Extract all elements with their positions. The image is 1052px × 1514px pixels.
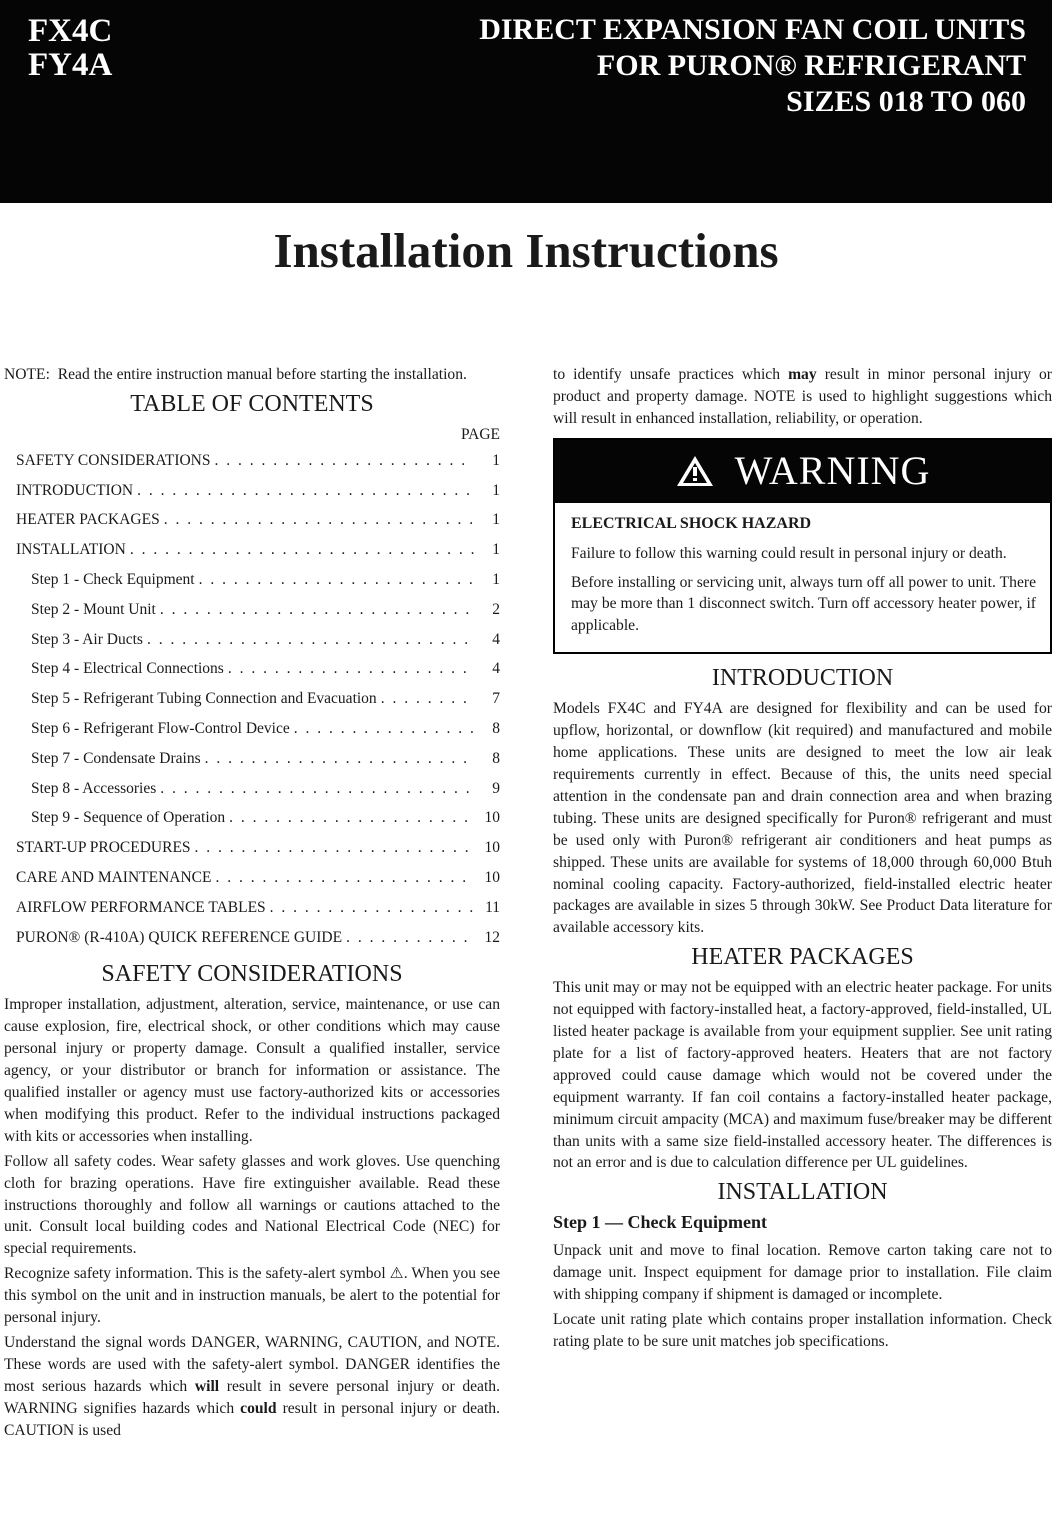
safety-paragraph: Improper installation, adjustment, alteration, service, maintenance, or use can cause explosion, fire, electrical shock, or other conditions which may cause personal injury or property damage. Consult a qualified installer, service agency, or your distributor or branch for information or assistance. The qualified installer or agency must use factory-authorized kits or accessories when modifying this product. Refer to the individual instructions packaged with kits or accessories when installing. <box>4 996 500 1145</box>
toc-page-label: PAGE <box>460 425 500 443</box>
toc-leader <box>137 480 474 502</box>
introduction-paragraph: Models FX4C and FY4A are designed for flexibility and can be used for upflow, horizontal, or downflow (kit required) and manufactured and mobile home applications. These units are designed to meet the low air leak requirements currently in effect. Because of this, the units need special attention in the condensate pan and drain connection area and when brazing tubing. These units are designed specifically for Puron® refrigerant and must be used only with Puron® refrigerant air conditioners and heat pumps as shipped. These units are available for systems of 18,000 through 60,000 Btuh nominal cooling capacity. Factory-authorized, field-installed electric heater packages are available in sizes 5 through 30kW. See Product Data literature for available accessory kits. <box>553 700 1052 937</box>
product-title-line: FOR PURON® REFRIGERANT <box>596 49 1026 82</box>
heater-packages-heading: HEATER PACKAGES <box>691 944 914 971</box>
toc-entry-page: 10 <box>484 839 500 857</box>
toc-entry[interactable] <box>4 658 500 688</box>
installation-heading: INSTALLATION <box>717 1179 888 1206</box>
toc-entry-label: Step 9 - Sequence of Operation <box>31 809 226 827</box>
toc-entry-page: 8 <box>492 749 500 767</box>
toc-leader <box>214 450 474 472</box>
emphasis-may: may <box>788 366 817 383</box>
toc-leader <box>381 688 474 710</box>
toc-entry-page: 9 <box>492 779 500 797</box>
toc-entry-label: Step 5 - Refrigerant Tubing Connection and Evacuation <box>31 690 377 708</box>
model-numbers <box>28 14 112 82</box>
introduction-heading: INTRODUCTION <box>711 665 894 692</box>
toc-entry-label: Step 3 - Air Ducts <box>31 630 143 648</box>
toc-leader <box>346 927 474 949</box>
toc-entry-page: 11 <box>485 898 500 916</box>
toc-leader <box>294 718 474 740</box>
signal-words-paragraph <box>4 1332 500 1442</box>
toc-leader <box>195 837 474 859</box>
warning-body <box>555 503 1050 653</box>
toc-entry-label: AIRFLOW PERFORMANCE TABLES <box>16 898 266 916</box>
toc-entry-label: Step 8 - Accessories <box>31 779 157 797</box>
toc-leader <box>229 807 474 829</box>
toc-entry-label: SAFETY CONSIDERATIONS <box>16 451 211 469</box>
toc-entry-page: 2 <box>492 600 500 618</box>
left-column <box>4 364 500 1444</box>
product-title <box>479 12 1026 120</box>
toc-entry-page: 1 <box>492 451 500 469</box>
toc-entry[interactable] <box>4 480 500 510</box>
step1-heading: Step 1 — Check Equipment <box>553 1212 768 1233</box>
toc-entry-page: 4 <box>492 630 500 648</box>
toc-entry-page: 10 <box>484 868 500 886</box>
safety-paragraph: Recognize safety information. This is the safety-alert symbol ⚠. When you see this symbol on the unit and in instruction manuals, be alert to the potential for personal injury. <box>4 1265 500 1327</box>
toc-entry[interactable] <box>4 748 500 778</box>
text-run: Understand the signal words DANGER, WARNING, CAUTION, and NOTE. These words are used with the safety-alert symbol. DANGER identifies the most serious hazards which <box>4 1333 500 1395</box>
toc-leader <box>147 629 474 651</box>
toc-entry[interactable] <box>4 450 500 480</box>
continued-paragraph <box>553 364 1052 430</box>
toc-entry-label: PURON® (R-410A) QUICK REFERENCE GUIDE <box>16 928 343 946</box>
toc-entry[interactable] <box>4 837 500 867</box>
safety-alert-icon <box>675 454 715 488</box>
toc-leader <box>215 867 474 889</box>
toc-entry-page: 7 <box>492 690 500 708</box>
product-title-line: SIZES 018 TO 060 <box>786 85 1026 118</box>
toc-leader <box>270 897 474 919</box>
toc-entry[interactable] <box>4 599 500 629</box>
toc-entry-label: HEATER PACKAGES <box>16 511 160 529</box>
note-text: Read the entire instruction manual before starting the installation. <box>57 366 467 383</box>
toc-leader <box>130 539 474 561</box>
toc-entry-label: Step 7 - Condensate Drains <box>31 749 201 767</box>
toc-heading: TABLE OF CONTENTS <box>130 390 374 417</box>
toc-entry-label: Step 2 - Mount Unit <box>31 600 156 618</box>
text-run: to identify unsafe practices which <box>553 366 781 383</box>
toc-entry[interactable] <box>4 718 500 748</box>
product-title-line: DIRECT EXPANSION FAN COIL UNITS <box>479 13 1026 46</box>
toc-leader <box>160 778 474 800</box>
text-run: result in minor personal injury or product and property damage. NOTE is used to highlight suggestions which will result in enhanced installation, reliability, or operation. <box>553 366 1052 427</box>
right-column <box>553 364 1052 1356</box>
model-fy4a: FY4A <box>28 47 113 83</box>
step1-paragraph: Unpack unit and move to final location. Remove carton taking care not to damage unit. Inspect equipment for damage prior to installation. File claim with shipping company if shipment is damaged or incomplete. <box>553 1242 1052 1304</box>
toc-entry-label: INTRODUCTION <box>16 481 134 499</box>
toc-leader <box>164 509 474 531</box>
warning-header <box>555 440 1050 503</box>
toc-leader <box>228 658 474 680</box>
toc-entry-page: 1 <box>492 571 500 588</box>
toc-entry-page: 1 <box>492 541 500 559</box>
emphasis-could: could <box>240 1399 277 1417</box>
toc-entry[interactable] <box>4 778 500 808</box>
text-run: result in personal injury or death. CAUTION is used <box>4 1399 500 1439</box>
toc-entry-page: 10 <box>484 809 500 827</box>
toc-entry[interactable] <box>4 688 500 718</box>
safety-heading: SAFETY CONSIDERATIONS <box>101 961 403 988</box>
toc-entry-page: 4 <box>492 660 500 678</box>
toc-entry-label: Step 1 - Check Equipment <box>31 571 195 588</box>
toc-leader <box>199 569 474 591</box>
toc-leader <box>205 748 474 770</box>
warning-text: Failure to follow this warning could result in personal injury or death. <box>571 544 1007 562</box>
model-fx4c: FX4C <box>28 13 113 49</box>
toc-entry-label: Step 6 - Refrigerant Flow-Control Device <box>31 719 290 737</box>
toc-entry[interactable] <box>4 867 500 897</box>
safety-paragraph: Follow all safety codes. Wear safety glasses and work gloves. Use quenching cloth for brazing operations. Have fire extinguisher available. Read these instructions thoroughly and follow all warnings or cautions attached to the unit. Consult local building codes and National Electrical Code (NEC) for special requirements. <box>4 1152 500 1258</box>
warning-text: Before installing or servicing unit, always turn off all power to unit. There may be more than 1 disconnect switch. Turn off accessory heater power, if applicable. <box>571 573 1036 635</box>
table-of-contents <box>4 450 500 957</box>
toc-leader <box>160 599 474 621</box>
toc-entry[interactable] <box>4 569 500 599</box>
toc-entry[interactable] <box>4 897 500 927</box>
toc-entry-page: 1 <box>492 481 500 499</box>
text-run: result in severe personal injury or death. WARNING signifies hazards which <box>4 1377 500 1417</box>
toc-entry-page: 12 <box>484 928 500 946</box>
heater-packages-paragraph: This unit may or may not be equipped with an electric heater package. For units not equipped with factory-installed heat, a factory-approved, field-installed, UL listed heater package is available from your equipment supplier. See unit rating plate for a list of factory-approved heaters. Heaters that are not factory approved could cause damage which would not be covered under the equipment warranty. If fan coil contains a factory-installed heater package, minimum circuit ampacity (MCA) and maximum fuse/breaker may be different than units with a same size field-installed accessory heater. The differences is not an error and is due to calculation difference per UL guidelines. <box>553 979 1052 1172</box>
document-title: Installation Instructions <box>273 223 779 278</box>
toc-entry[interactable] <box>4 807 500 837</box>
toc-entry[interactable] <box>4 539 500 569</box>
toc-entry-page: 8 <box>492 719 500 737</box>
toc-entry-label: CARE AND MAINTENANCE <box>16 868 212 886</box>
note-paragraph <box>4 364 500 386</box>
note-label: NOTE: <box>4 366 50 383</box>
toc-entry-page: 1 <box>492 511 500 529</box>
toc-entry-label: Step 4 - Electrical Connections <box>31 660 224 678</box>
header-banner <box>0 0 1052 203</box>
toc-entry-label: INSTALLATION <box>16 541 126 559</box>
step1-paragraph: Locate unit rating plate which contains proper installation information. Check rating plate to be sure unit matches job specifications. <box>553 1311 1052 1350</box>
warning-box <box>553 438 1052 655</box>
warning-title: WARNING <box>734 448 931 494</box>
toc-entry[interactable] <box>4 629 500 659</box>
emphasis-will: will <box>194 1377 220 1395</box>
warning-hazard: ELECTRICAL SHOCK HAZARD <box>571 514 812 532</box>
toc-entry[interactable] <box>4 509 500 539</box>
toc-entry[interactable] <box>4 927 500 957</box>
toc-entry-label: START-UP PROCEDURES <box>16 839 191 857</box>
